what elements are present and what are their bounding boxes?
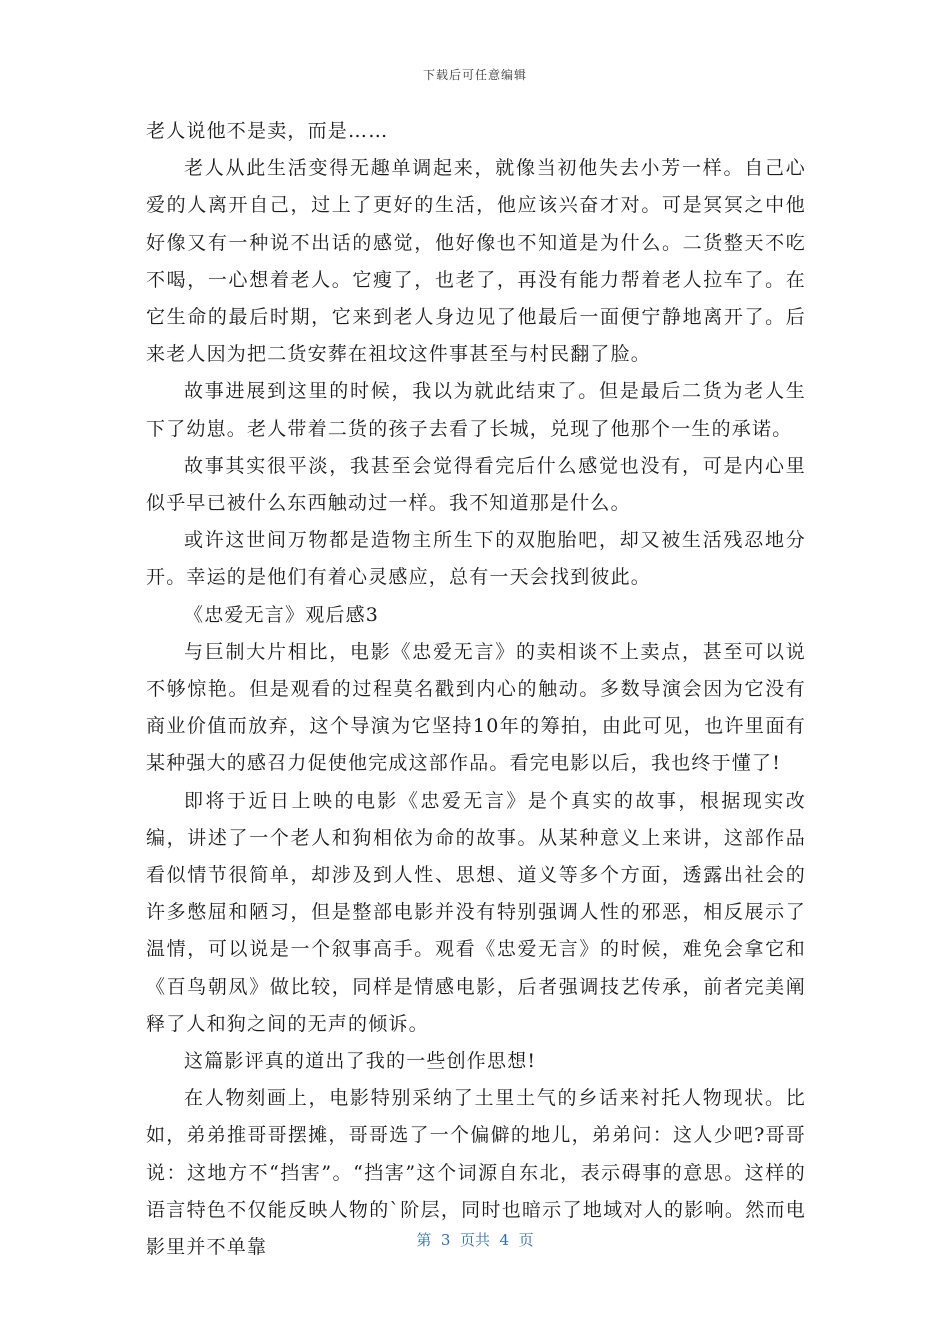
paragraph: 老人说他不是卖，而是…… [146, 120, 389, 142]
paragraph: 或许这世间万物都是造物主所生下的双胞胎吧，却又被生活残忍地分开。幸运的是他们有着心灵感应，总有一天会找到彼此。 [146, 529, 806, 589]
paragraph: 故事进展到这里的时候，我以为就此结束了。但是最后二货为老人生下了幼崽。老人带着二货的孩子去看了长城，兑现了他那个一生的承诺。 [146, 380, 806, 440]
paragraph: 与巨制大片相比，电影《忠爱无言》的卖相谈不上卖点，甚至可以说不够惊艳。但是观看的过程莫名戳到内心的触动。多数导演会因为它没有商业价值而放弃，这个导演为它坚持10年的筹拍，由此可见，也许里面有某种强大的感召力促使他完成这部作品。看完电影以后，我也终于懂了! [146, 640, 806, 775]
paragraph: 在人物刻画上，电影特别采纳了土里土气的乡话来衬托人物现状。比如，弟弟推哥哥摆摊，哥哥选了一个偏僻的地儿，弟弟问：这人少吧?哥哥说：这地方不“挡害”。“挡害”这个词源自东北，表示碍事的意思。这样的语言特色不仅能反映人物的`阶层，同时也暗示了地域对人的影响。然而电影里并不单靠 [146, 1087, 806, 1259]
paragraph: 老人从此生活变得无趣单调起来，就像当初他失去小芳一样。自己心爱的人离开自己，过上了更好的生活，他应该兴奋才对。可是冥冥之中他好像又有一种说不出话的感觉，他好像也不知道是为什么。二货整天不吃不喝，一心想着老人。它瘦了，也老了，再没有能力帮着老人拉车了。在它生命的最后时期，它来到老人身边见了他最后一面便宁静地离开了。后来老人因为把二货安葬在祖坟这件事甚至与村民翻了脸。 [146, 157, 806, 366]
paragraph: 故事其实很平淡，我甚至会觉得看完后什么感觉也没有，可是内心里似乎早已被什么东西触动过一样。我不知道那是什么。 [146, 454, 806, 515]
paragraph: 即将于近日上映的电影《忠爱无言》是个真实的故事，根据现实改编，讲述了一个老人和狗相依为命的故事。从某种意义上来讲，这部作品看似情节很简单，却涉及到人性、思想、道义等多个方面，透露出社会的许多憋屈和陋习，但是整部电影并没有特别强调人性的邪恶，相反展示了温情，可以说是一个叙事高手。观看《忠爱无言》的时候，难免会拿它和《百鸟朝凤》做比较，同样是情感电影，后者强调技艺传承，前者完美阐释了人和狗之间的无声的倾诉。 [146, 789, 806, 1035]
paragraph: 这篇影评真的道出了我的一些创作思想! [184, 1050, 537, 1073]
page-header: 下载后可任意编辑 [422, 68, 527, 82]
paragraph: 《忠爱无言》观后感3 [184, 603, 380, 626]
page-number: 第 3 页共 4 页 [416, 1231, 534, 1249]
document-body [146, 113, 806, 1266]
